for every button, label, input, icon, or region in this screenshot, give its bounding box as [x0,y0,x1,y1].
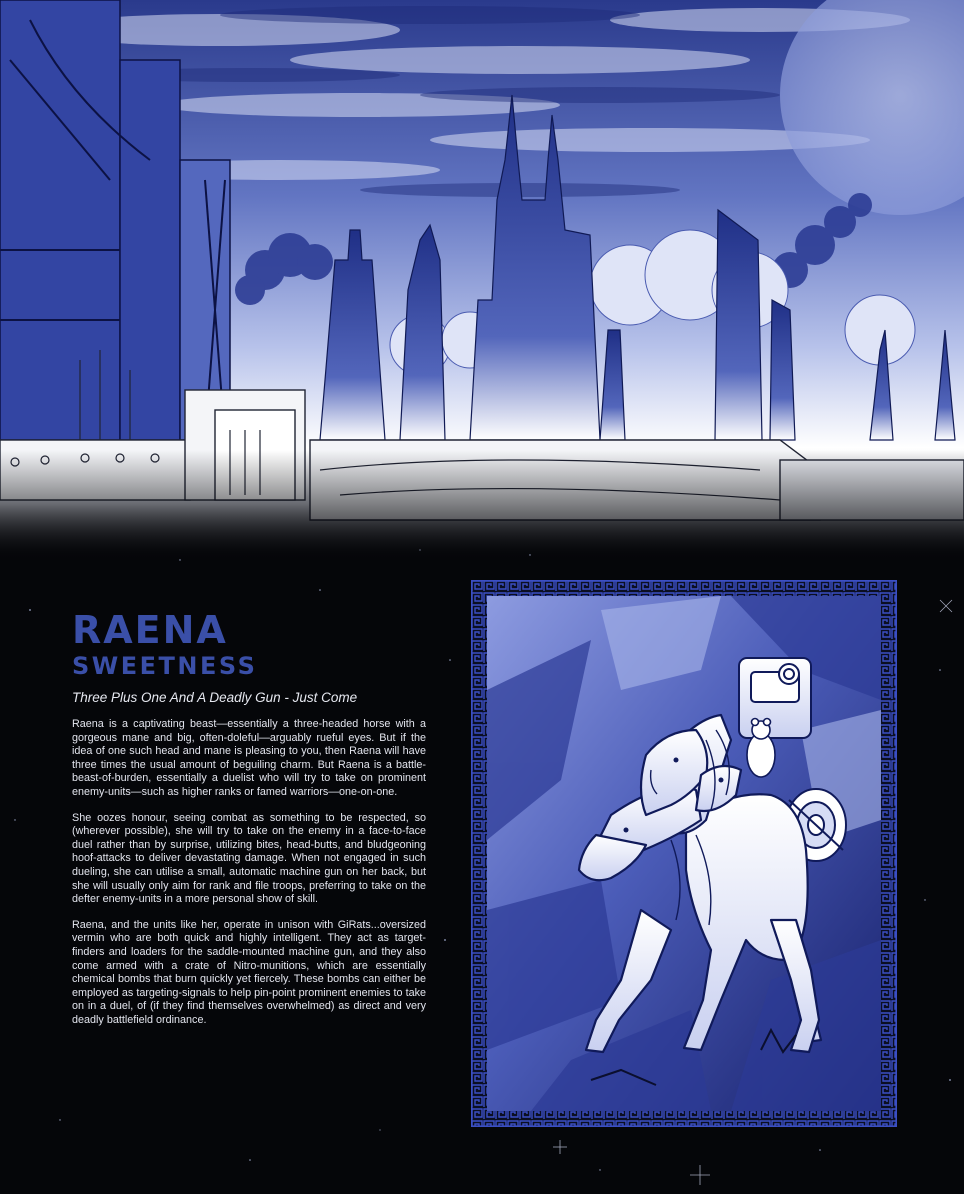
description-paragraph-1: Raena is a captivating beast—essentially a three-headed horse with a gorgeous mane and big, often-doleful—arguably rueful eyes. But if the idea of one such head and mane is pleasing to you, then Raena will have three times the usual amount of beguiling charm. But Raena is a battle-beast-of-burden, essentially a duelist who will try to take on prominent enemy-units—such as higher ranks or famed warriors—one-on-one. [72,718,426,798]
character-description [72,718,426,1039]
character-tagline: Three Plus One And A Deadly Gun - Just Come [72,690,358,705]
character-name: RAENA [72,608,228,652]
description-paragraph-3: Raena, and the units like her, operate in unison with GiRats...oversized vermin who are both quick and highly intelligent. They act as target-finders and loaders for the saddle-mounted machine gun, and they also come armed with a crate of Nitro-munitions, which are essentially chemical bombs that burn quickly yet fiercely. These bombs can either be employed as targeting-signals to help pin-point prominent enemies to take on in a duel, of (if they find themselves overwhelmed) as direct and very deadly battlefield ordinance. [72,918,426,1026]
character-title [72,610,257,680]
three-headed-horse-illustration [487,596,881,1111]
character-portrait-frame [471,580,897,1127]
description-paragraph-2: She oozes honour, seeing combat as something to be respected, so (wherever possible), she will try to take on the enemy in a face-to-face duel rather than by surprise, utilizing bites, head-butts, and bludgeoning hoof-attacks to deliver devastating damage. When not engaged in such dueling, she can utilise a small, automatic machine gun on her back, but she will usually only aim for rank and file troops, preferring to take on the defter enemy-units in a more personal show of skill. [72,811,426,906]
character-epithet: SWEETNESS [72,652,258,680]
cityscape-banner [0,0,964,560]
